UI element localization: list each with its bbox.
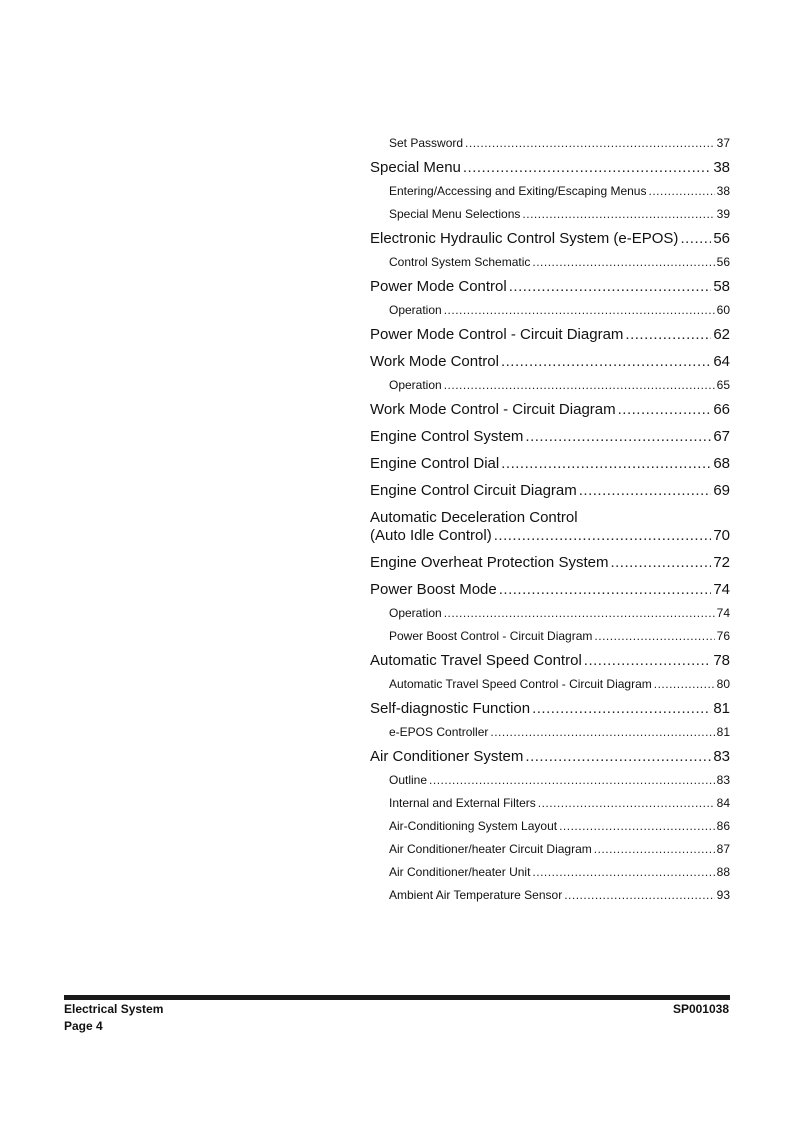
dot-leader: [463, 159, 711, 177]
toc-page-number: 38: [716, 184, 730, 198]
dot-leader: [501, 455, 711, 473]
dot-leader: [494, 527, 712, 545]
toc-page-number: 81: [713, 700, 730, 717]
dot-leader: [594, 629, 714, 644]
toc-entry-title: Operation: [389, 378, 442, 392]
toc-entry-title: Electronic Hydraulic Control System (e-EPOS): [370, 230, 679, 247]
dot-leader: [532, 255, 714, 270]
toc-entry-title: Self-diagnostic Function: [370, 700, 531, 717]
toc-subentry[interactable]: [370, 207, 730, 230]
toc-subentry[interactable]: [370, 606, 730, 629]
toc-subentry[interactable]: [370, 842, 730, 865]
toc-entry-title: Air Conditioner System: [370, 748, 524, 765]
dot-leader: [610, 554, 711, 572]
dot-leader: [522, 207, 714, 222]
dot-leader: [444, 303, 715, 318]
toc-entry-title: Air Conditioner/heater Circuit Diagram: [389, 842, 592, 856]
toc-page-number: 60: [716, 303, 730, 317]
toc-entry-title: Air Conditioner/heater Unit: [389, 865, 531, 879]
toc-page-number: 86: [716, 819, 730, 833]
toc-entry-title: Power Boost Control - Circuit Diagram: [389, 629, 593, 643]
toc-page-number: 69: [713, 482, 730, 499]
toc-subentry[interactable]: [370, 773, 730, 796]
toc-page-number: 38: [713, 159, 730, 176]
toc-entry-title: Work Mode Control - Circuit Diagram: [370, 401, 616, 418]
toc-subentry[interactable]: [370, 378, 730, 401]
toc-entry-title: Automatic Travel Speed Control: [370, 652, 582, 669]
dot-leader: [538, 796, 715, 811]
toc-page-number: 74: [713, 581, 730, 598]
toc-page-number: 66: [713, 401, 730, 418]
toc-page-number: 80: [716, 677, 730, 691]
dot-leader: [509, 278, 712, 296]
dot-leader: [654, 677, 715, 692]
toc-page-number: 37: [716, 136, 730, 150]
toc-entry-title: Outline: [389, 773, 428, 787]
toc-page-number: 81: [716, 725, 730, 739]
dot-leader: [444, 378, 715, 393]
table-of-contents: [370, 136, 730, 911]
toc-page-number: 78: [713, 652, 730, 669]
toc-page-number: 88: [716, 865, 730, 879]
toc-entry-title: Power Boost Mode: [370, 581, 497, 598]
toc-entry[interactable]: [370, 326, 730, 353]
toc-entry[interactable]: [370, 353, 730, 380]
dot-leader: [532, 700, 711, 718]
toc-page-number: 56: [716, 255, 730, 269]
toc-entry[interactable]: [370, 652, 730, 679]
dot-leader: [532, 865, 714, 880]
dot-leader: [584, 652, 712, 670]
toc-entry[interactable]: [370, 230, 730, 257]
dot-leader: [564, 888, 714, 903]
toc-page-number: 68: [713, 455, 730, 472]
toc-entry-title: Engine Overheat Protection System: [370, 554, 609, 571]
dot-leader: [501, 353, 711, 371]
toc-entry-title: Special Menu Selections: [389, 207, 521, 221]
toc-entry-title: Engine Control Dial: [370, 455, 500, 472]
toc-entry-title: Automatic Deceleration Control: [370, 509, 578, 526]
toc-subentry[interactable]: [370, 796, 730, 819]
toc-entry-title: Power Mode Control - Circuit Diagram: [370, 326, 624, 343]
toc-entry[interactable]: [370, 482, 730, 509]
toc-entry-title: Entering/Accessing and Exiting/Escaping Menus: [389, 184, 647, 198]
toc-page-number: 65: [716, 378, 730, 392]
toc-entry-title: Set Password: [389, 136, 464, 150]
toc-page-number: 83: [713, 748, 730, 765]
toc-subentry[interactable]: [370, 303, 730, 326]
toc-page-number: 74: [716, 606, 730, 620]
toc-page-number: 76: [716, 629, 730, 643]
toc-subentry[interactable]: [370, 677, 730, 700]
footer-page-number: Page 4: [64, 1019, 103, 1033]
dot-leader: [444, 606, 715, 621]
toc-subentry[interactable]: [370, 629, 730, 652]
toc-subentry[interactable]: [370, 865, 730, 888]
toc-entry-title: e-EPOS Controller: [389, 725, 489, 739]
toc-entry[interactable]: [370, 455, 730, 482]
toc-entry[interactable]: [370, 428, 730, 455]
toc-page-number: 83: [716, 773, 730, 787]
toc-entry-title: Internal and External Filters: [389, 796, 536, 810]
dot-leader: [499, 581, 712, 599]
footer-rule: [64, 995, 730, 1000]
dot-leader: [429, 773, 715, 788]
toc-entry-title: Operation: [389, 303, 442, 317]
dot-leader: [594, 842, 715, 857]
toc-page-number: 62: [713, 326, 730, 343]
dot-leader: [525, 748, 711, 766]
dot-leader: [618, 401, 712, 419]
toc-page-number: 39: [716, 207, 730, 221]
toc-subentry[interactable]: [370, 725, 730, 748]
toc-entry[interactable]: [370, 554, 730, 581]
toc-page-number: 72: [713, 554, 730, 571]
dot-leader: [490, 725, 714, 740]
toc-page-number: 64: [713, 353, 730, 370]
toc-entry[interactable]: [370, 278, 730, 305]
toc-entry-title: Operation: [389, 606, 442, 620]
toc-entry[interactable]: [370, 700, 730, 727]
dot-leader: [579, 482, 712, 500]
toc-page-number: 70: [713, 527, 730, 544]
toc-subentry[interactable]: [370, 136, 730, 159]
toc-entry-title: Engine Control System: [370, 428, 524, 445]
toc-page-number: 56: [713, 230, 730, 247]
toc-entry-title: Air-Conditioning System Layout: [389, 819, 558, 833]
toc-entry-title: Special Menu: [370, 159, 461, 176]
toc-entry-title: Work Mode Control: [370, 353, 499, 370]
toc-entry-title: Power Mode Control: [370, 278, 507, 295]
dot-leader: [465, 136, 715, 151]
toc-page-number: 84: [716, 796, 730, 810]
toc-page-number: 87: [716, 842, 730, 856]
toc-entry[interactable]: [370, 401, 730, 428]
dot-leader: [625, 326, 711, 344]
toc-entry-title: Engine Control Circuit Diagram: [370, 482, 577, 499]
toc-entry[interactable]: [370, 159, 730, 186]
footer-doc-code: SP001038: [672, 1002, 729, 1016]
dot-leader: [648, 184, 714, 199]
toc-subentry[interactable]: [370, 888, 730, 911]
dot-leader: [525, 428, 711, 446]
toc-subentry[interactable]: [370, 819, 730, 842]
toc-page-number: 67: [713, 428, 730, 445]
toc-entry[interactable]: [370, 748, 730, 775]
dot-leader: [680, 230, 711, 248]
toc-page-number: 58: [713, 278, 730, 295]
dot-leader: [559, 819, 715, 834]
toc-entry[interactable]: [370, 581, 730, 608]
toc-subentry[interactable]: [370, 255, 730, 278]
toc-entry-title-continued: (Auto Idle Control): [370, 527, 492, 544]
toc-entry-title: Control System Schematic: [389, 255, 531, 269]
toc-page-number: 93: [716, 888, 730, 902]
toc-entry[interactable]: [370, 509, 730, 554]
toc-entry-title: Ambient Air Temperature Sensor: [389, 888, 563, 902]
toc-entry-title: Automatic Travel Speed Control - Circuit Diagram: [389, 677, 652, 691]
toc-entry-second-line: [370, 527, 730, 545]
toc-subentry[interactable]: [370, 184, 730, 207]
footer-section-title: Electrical System: [64, 1002, 164, 1016]
